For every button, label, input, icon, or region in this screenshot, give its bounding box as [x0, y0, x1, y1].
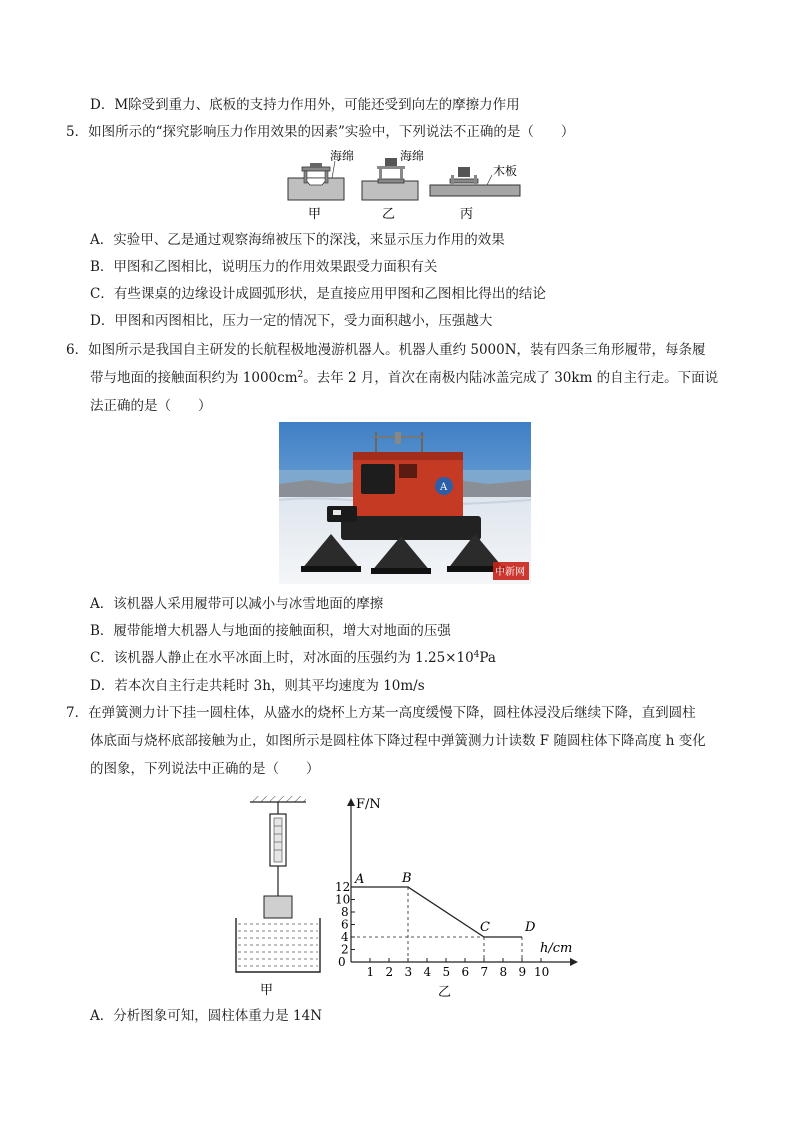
q5-option-d: D．甲图和丙图相比，压力一定的情况下，受力面积越小，压强越大 — [90, 313, 493, 329]
q6-option-c-sup: 4 — [473, 650, 480, 660]
q6-option-c-post: Pa — [479, 650, 496, 666]
q6-stem-line2-post: 。去年 2 月，首次在南极内陆冰盖完成了 30km 的自主行走。下面说 — [303, 370, 719, 386]
x-tick-label-10: 10 — [534, 965, 550, 979]
point-label-a: A — [355, 872, 365, 887]
q4-option-d: D．M除受到重力、底板的支持力作用外，可能还受到向左的摩擦力作用 — [90, 97, 520, 113]
q7-stem-line1: 7．在弹簧测力计下挂一圆柱体，从盛水的烧杯上方某一高度缓慢下降，圆柱体浸没后继续下降，直到圆柱 — [66, 705, 696, 721]
y-tick-label-8: 8 — [341, 905, 349, 919]
q6-option-b: B．履带能增大机器人与地面的接触面积，增大对地面的压强 — [90, 623, 451, 639]
q5-option-b: B．甲图和乙图相比，说明压力的作用效果跟受力面积有关 — [90, 259, 438, 275]
q6-stem-line2 — [90, 368, 718, 388]
point-label-b: B — [402, 871, 412, 886]
chart-y-axis-label: F/N — [356, 797, 381, 812]
q6-stem-line3: 法正确的是（ ） — [90, 398, 212, 414]
x-tick-label-2: 2 — [385, 965, 394, 979]
q7-label-yi: 乙 — [438, 985, 452, 1000]
q7-label-jia: 甲 — [260, 983, 274, 998]
q5-label-sponge2: 海绵 — [400, 149, 425, 163]
chart-series — [351, 887, 522, 937]
x-tick-label-5: 5 — [442, 965, 451, 979]
q5-figure — [280, 145, 530, 225]
chart-origin-label: 0 — [338, 955, 346, 969]
q6-photo-watermark: 中新网 — [495, 567, 525, 578]
y-tick-label-12: 12 — [335, 880, 351, 894]
point-label-c: C — [480, 920, 490, 935]
x-tick-label-6: 6 — [461, 965, 470, 979]
q5-label-jia: 甲 — [308, 207, 322, 222]
chart-guides — [351, 887, 522, 962]
chart-points — [354, 871, 536, 935]
x-tick-label-4: 4 — [423, 965, 432, 979]
q5-option-c: C．有些课桌的边缘设计成圆弧形状，是直接应用甲图和乙图相比得出的结论 — [90, 286, 546, 302]
q6-robot-photo — [279, 422, 531, 584]
q5-option-a: A．实验甲、乙是通过观察海绵被压下的深浅，来显示压力作用的效果 — [90, 232, 505, 248]
y-tick-label-10: 10 — [335, 892, 351, 907]
x-tick-label-3: 3 — [404, 965, 413, 979]
q5-stem: 5．如图所示的“探究影响压力作用效果的因素”实验中，下列说法不正确的是（ ） — [66, 124, 575, 140]
x-tick-label-1: 1 — [366, 965, 375, 979]
y-axis-arrow — [347, 798, 355, 806]
q5-fig-bing — [430, 163, 520, 222]
q6-option-c-pre: C．该机器人静止在水平冰面上时，对冰面的压强约为 1.25×10 — [90, 650, 474, 666]
y-tick-label-6: 6 — [341, 917, 349, 932]
q5-label-sponge1: 海绵 — [330, 149, 355, 163]
q6-stem-line2-sup: 2 — [297, 370, 304, 380]
x-tick-label-8: 8 — [499, 965, 508, 979]
x-tick-label-7: 7 — [480, 965, 489, 979]
x-axis-arrow — [570, 958, 578, 966]
q7-stem-line2: 体底面与烧杯底部接触为止，如图所示是圆柱体下降过程中弹簧测力计读数 F 随圆柱体下降高度 h 变化 — [90, 733, 706, 749]
x-tick-label-9: 9 — [518, 965, 527, 979]
q6-stem-line1: 6．如图所示是我国自主研发的长航程极地漫游机器人。机器人重约 5000N，装有四条三角形履带，每条履 — [66, 342, 706, 358]
svg-text:A: A — [440, 482, 448, 493]
y-tick-label-4: 4 — [341, 930, 349, 944]
q5-label-board: 木板 — [493, 164, 518, 178]
y-tick-label-2: 2 — [341, 942, 349, 957]
q7-figure-jia — [228, 792, 328, 1002]
q6-stem-line2-pre: 带与地面的接触面积约为 1000cm — [90, 370, 298, 386]
q5-label-yi: 乙 — [382, 207, 396, 222]
point-label-d: D — [525, 920, 536, 935]
q5-fig-jia — [288, 149, 354, 222]
q6-option-a: A．该机器人采用履带可以减小与冰雪地面的摩擦 — [90, 596, 384, 612]
q7-chart — [330, 792, 580, 1002]
chart-x-axis-label: h/cm — [540, 941, 573, 956]
q5-fig-yi — [362, 149, 424, 222]
q5-label-bing: 丙 — [460, 207, 474, 222]
chart-ticks — [335, 880, 549, 979]
q6-option-d: D．若本次自主行走共耗时 3h，则其平均速度为 10m/s — [90, 678, 425, 694]
q7-stem-line3: 的图象，下列说法中正确的是（ ） — [90, 761, 320, 777]
q6-option-c — [90, 648, 496, 668]
series-line-0 — [351, 887, 522, 937]
q7-option-a: A．分析图象可知，圆柱体重力是 14N — [90, 1008, 323, 1024]
